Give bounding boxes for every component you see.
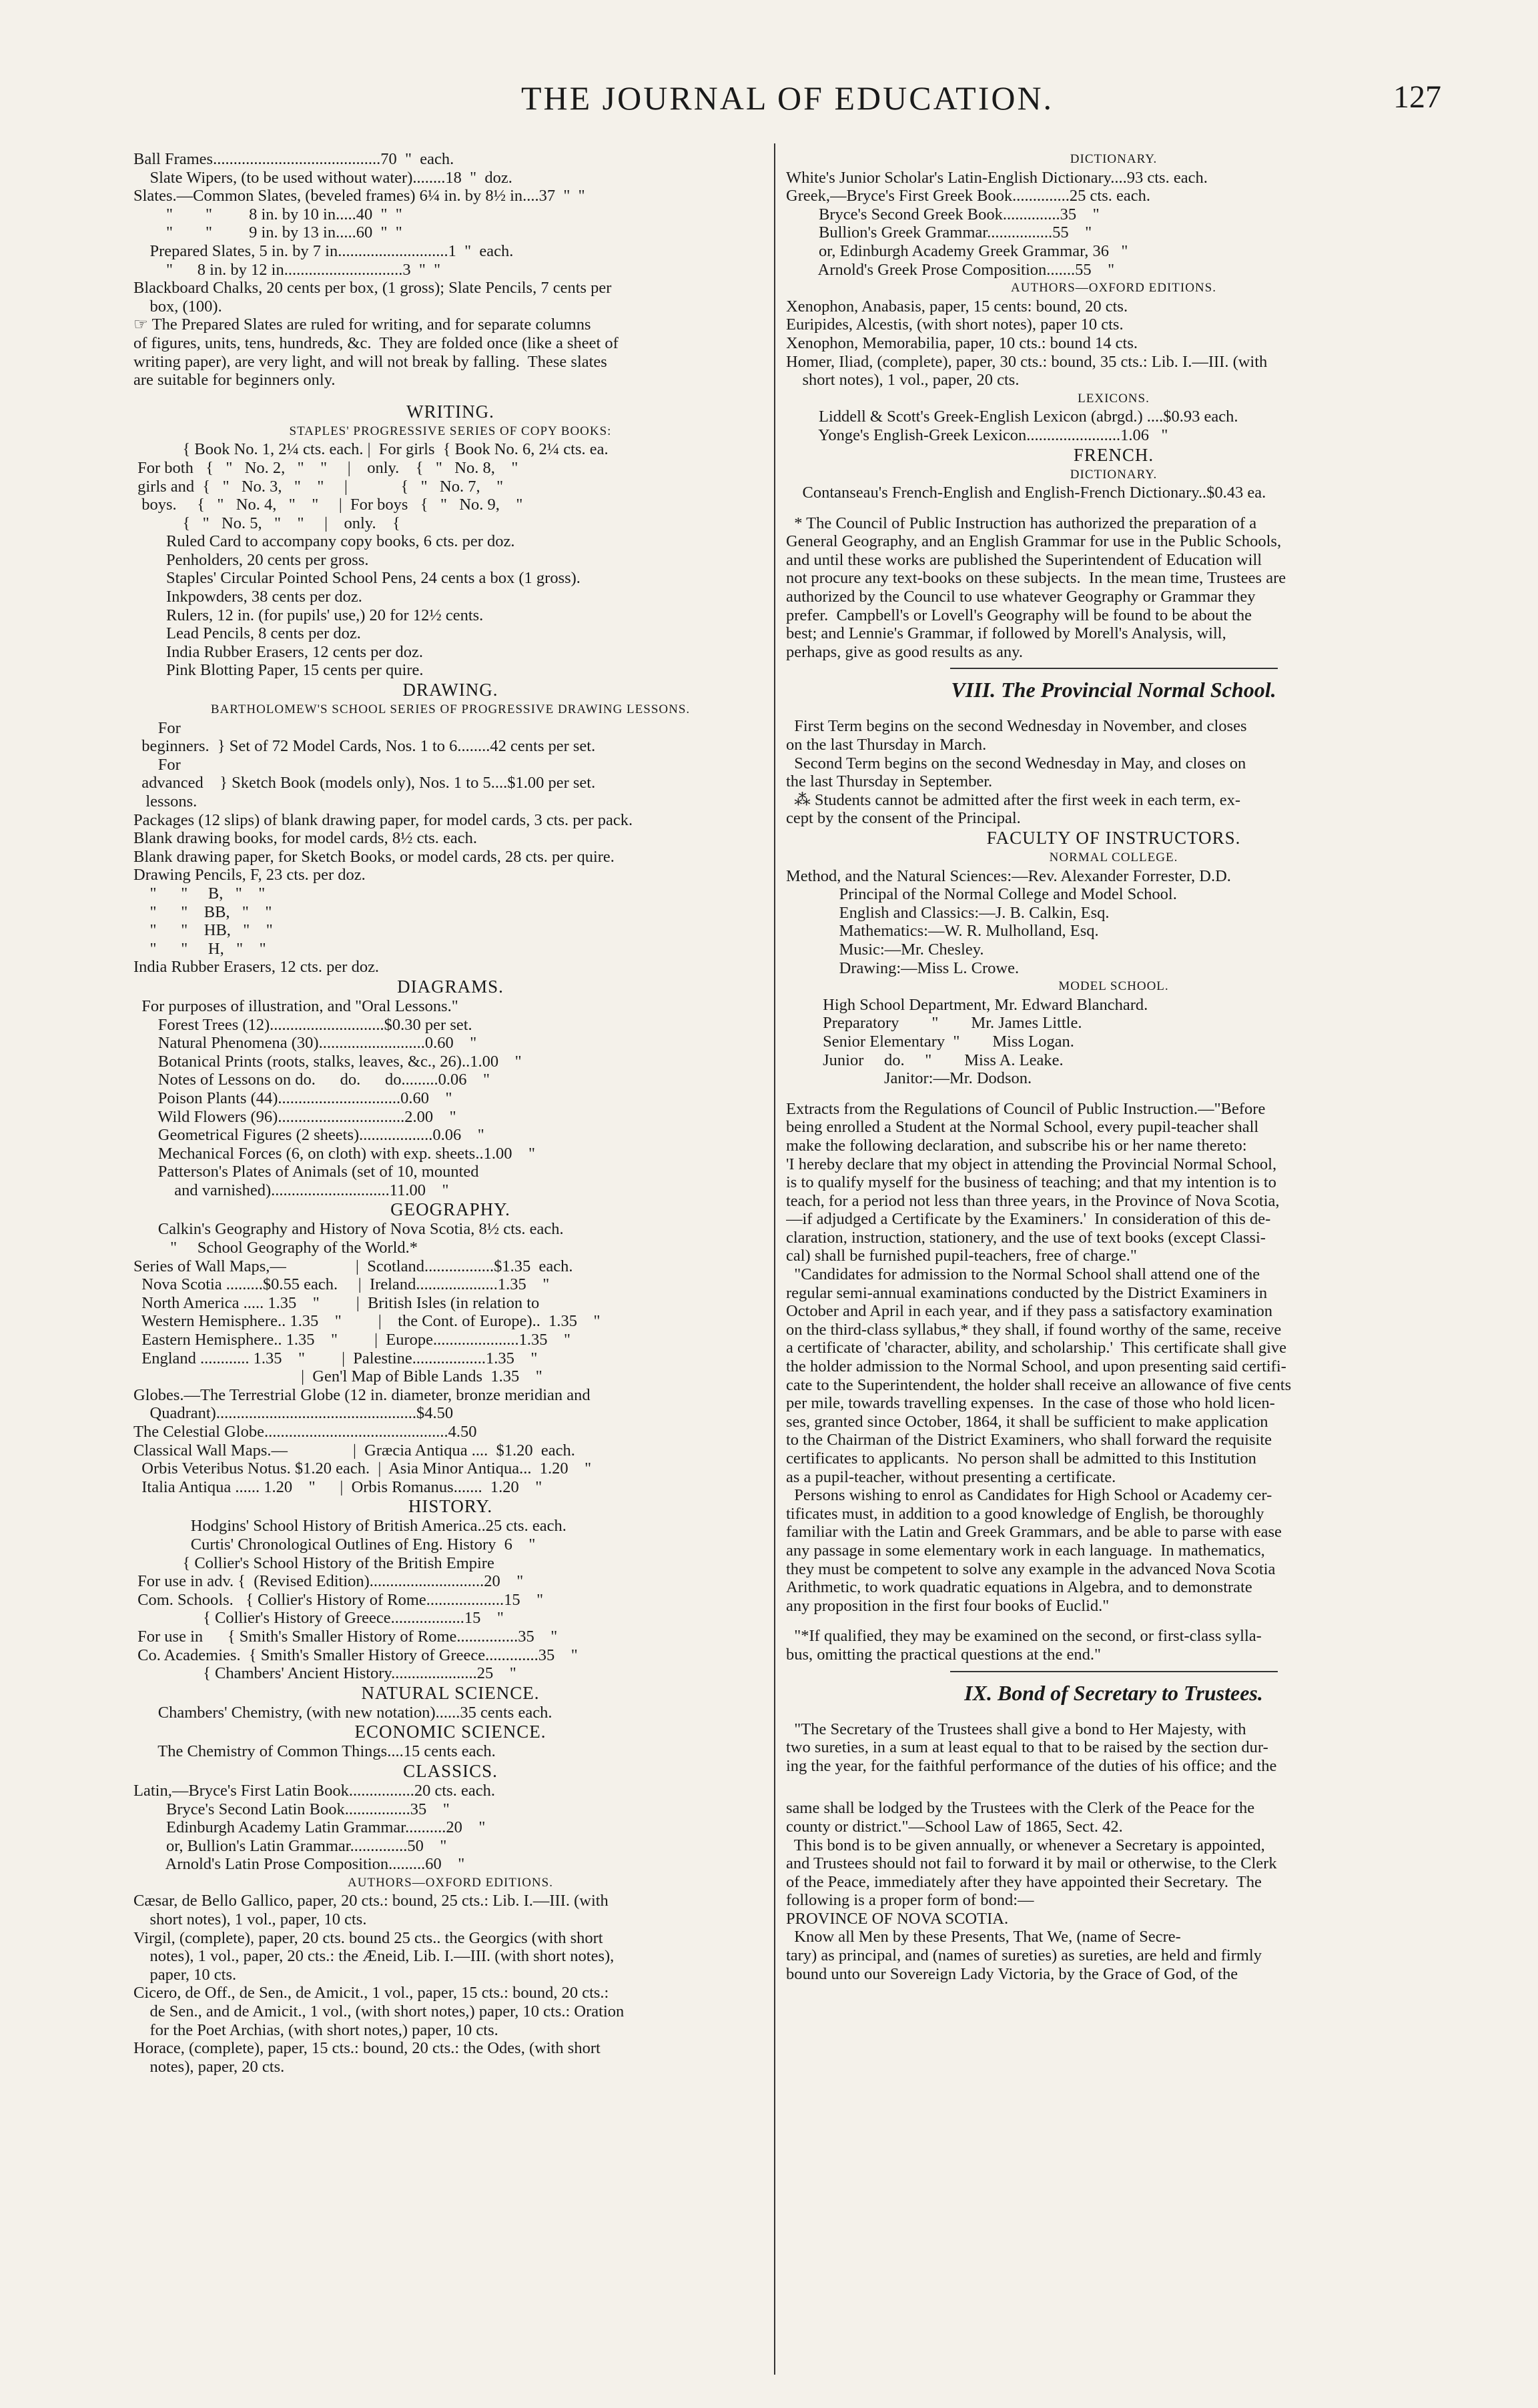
text-line: Cæsar, de Bello Gallico, paper, 20 cts.: bound, 25 cts.: Lib. I.—III. (with [133,1892,609,1910]
text-line: England ............ 1.35 " | Palestine..................1.35 " [133,1349,538,1367]
subsection-heading: DICTIONARY. [1070,152,1158,166]
subsection-heading: MODEL SCHOOL. [1058,979,1169,994]
text-line: short notes), 1 vol., paper, 20 cts. [786,371,1020,390]
text-line: For use in adv. { (Revised Edition)............................20 " [133,1572,524,1591]
text-line: notes), 1 vol., paper, 20 cts.: the Æneid, Lib. I.—III. (with short notes), [133,1947,615,1966]
text-line: North America ..... 1.35 " | British Isles (in relation to [133,1293,540,1312]
text-line: the holder admission to the Normal School, and upon presenting said certifi- [786,1357,1286,1376]
text-line: lessons. [133,792,198,810]
text-line: "Candidates for admission to the Normal School shall attend one of the [786,1265,1260,1284]
text-line: authorized by the Council to use whatever Geography or Grammar they [786,588,1256,606]
text-line: India Rubber Erasers, 12 cts. per doz. [133,958,380,977]
text-line: Bullion's Greek Grammar................55 " [786,223,1092,242]
text-line: Slate Wipers, (to be used without water)........18 " doz. [133,168,512,187]
text-line: PROVINCE OF NOVA SCOTIA. [786,1909,1009,1928]
text-line: Penholders, 20 cents per gross. [133,550,369,569]
text-line: For purposes of illustration, and "Oral Lessons." [133,997,458,1015]
section-heading: DRAWING. [402,680,498,700]
text-line: Wild Flowers (96)...............................2.00 " [133,1107,456,1126]
text-line: Blackboard Chalks, 20 cents per box, (1 gross); Slate Pencils, 7 cents per [133,279,612,297]
text-line: Mathematics:—W. R. Mulholland, Esq. [786,922,1099,941]
text-line: Series of Wall Maps,— | Scotland.................$1.35 each. [133,1257,573,1275]
text-line: Euripides, Alcestis, (with short notes), paper 10 cts. [786,316,1124,334]
text-line: Pink Blotting Paper, 15 cents per quire. [133,661,424,680]
text-line: The Celestial Globe.............................................4.50 [133,1423,477,1441]
spacer [786,502,1441,514]
chapter-heading: VIII. The Provincial Normal School. [951,678,1276,702]
text-line: tificates must, in addition to a good knowledge of English, be thoroughly [786,1504,1264,1523]
text-line: " " H, " " [133,939,266,958]
text-line: following is a proper form of bond:— [786,1891,1034,1910]
section-heading: DIAGRAMS. [397,976,504,997]
text-line: Inkpowders, 38 cents per doz. [133,588,362,606]
text-line: Globes.—The Terrestrial Globe (12 in. diameter, bronze meridian and [133,1385,591,1404]
text-line: Cicero, de Off., de Sen., de Amicit., 1 vol., paper, 15 cts.: bound, 20 cts.: [133,1984,609,2002]
subsection-heading: DICTIONARY. [1070,467,1158,482]
subsection-heading: AUTHORS—OXFORD EDITIONS. [348,1875,553,1890]
text-line: as a pupil-teacher, without presenting a certificate. [786,1467,1116,1486]
text-line: Chambers' Chemistry, (with new notation)......35 cents each. [133,1703,552,1722]
text-line: Principal of the Normal College and Model School. [786,885,1177,904]
text-line: tary) as principal, and (names of sureties) as sureties, are held and firmly [786,1946,1262,1965]
section-rule [786,1664,1441,1678]
text-line: 'I hereby declare that my object in attending the Provincial Normal School, [786,1155,1277,1173]
text-line: Hodgins' School History of British America..25 cts. each. [133,1517,566,1536]
text-line: | Gen'l Map of Bible Lands 1.35 " [133,1367,542,1386]
text-line: any passage in some elementary work in each language. In mathematics, [786,1541,1265,1560]
journal-title: THE JOURNAL OF EDUCATION. [520,79,1054,117]
text-line: prefer. Campbell's or Lovell's Geography will be found to be about the [786,606,1252,624]
text-line: claration, instruction, stationery, and the use of text books (except Classi- [786,1228,1266,1247]
text-line: Blank drawing books, for model cards, 8½ cts. each. [133,829,478,848]
text-line: " " HB, " " [133,921,273,940]
text-line: Lead Pencils, 8 cents per doz. [133,624,361,643]
text-line: perhaps, give as good results as any. [786,642,1023,661]
spacer [786,1708,1441,1720]
text-line: Rulers, 12 in. (for pupils' use,) 20 for 12½ cents. [133,606,484,624]
text-line: Nova Scotia .........$0.55 each. | Ireland....................1.35 " [133,1275,550,1294]
text-line: Calkin's Geography and History of Nova Scotia, 8½ cts. each. [133,1220,564,1239]
text-line: on the third-class syllabus,* they shall, if found worthy of the same, receive [786,1320,1282,1339]
text-line: Junior do. " Miss A. Leake. [786,1051,1064,1069]
text-line: Botanical Prints (roots, stalks, leaves, &c., 26)..1.00 " [133,1052,522,1071]
text-line: writing paper), are very light, and will not break by falling. These slates [133,352,607,371]
text-line: being enrolled a Student at the Normal School, every pupil-teacher shall [786,1118,1259,1137]
text-line: { Chambers' Ancient History.....................25 " [133,1664,516,1683]
section-heading: HISTORY. [408,1496,493,1517]
text-line: Persons wishing to enrol as Candidates for High School or Academy cer- [786,1486,1272,1505]
text-line: or, Edinburgh Academy Greek Grammar, 36 " [786,241,1128,260]
text-line: Western Hemisphere.. 1.35 " | the Cont. of Europe).. 1.35 " [133,1312,601,1331]
text-line: Extracts from the Regulations of Council of Public Instruction.—"Before [786,1099,1266,1118]
text-line: Italia Antiqua ...... 1.20 " | Orbis Romanus....... 1.20 " [133,1477,542,1496]
text-line: Staples' Circular Pointed School Pens, 24 cents a box (1 gross). [133,569,581,588]
text-line: For [133,755,181,774]
text-line: of the Peace, immediately after they have appointed their Secretary. The [786,1872,1262,1891]
section-heading: ECONOMIC SCIENCE. [354,1722,546,1742]
text-line: on the last Thursday in March. [786,736,987,754]
text-line: Bryce's Second Latin Book................35 " [133,1800,450,1818]
text-line: Janitor:—Mr. Dodson. [786,1069,1032,1088]
text-line: The Chemistry of Common Things....15 cents each. [133,1742,496,1761]
section-heading: CLASSICS. [403,1760,498,1781]
text-line: Yonge's English-Greek Lexicon.......................1.06 " [786,426,1168,444]
text-line: Greek,—Bryce's First Greek Book..............25 cts. each. [786,187,1151,205]
text-line: " 8 in. by 12 in.............................3 " " [133,260,441,279]
text-line: Natural Phenomena (30)..........................0.60 " [133,1034,477,1053]
text-line: Homer, Iliad, (complete), paper, 30 cts.: bound, 35 cts.: Lib. I.—III. (with [786,352,1268,371]
text-line: short notes), 1 vol., paper, 10 cts. [133,1910,367,1929]
text-line: beginners. } Set of 72 Model Cards, Nos. 1 to 6........42 cents per set. [133,737,596,756]
text-line: ⁂ Students cannot be admitted after the first week in each term, ex- [786,790,1240,809]
text-line: ing the year, for the faithful performance of the duties of his office; and the [786,1756,1277,1775]
text-line: For use in { Smith's Smaller History of Rome...............35 " [133,1627,558,1646]
text-line: ses, granted since October, 1864, it shall be sufficient to make application [786,1412,1268,1431]
section-heading: NATURAL SCIENCE. [361,1682,540,1703]
text-line: advanced } Sketch Book (models only), Nos. 1 to 5....$1.00 per set. [133,774,596,792]
text-line: is to qualify myself for the business of teaching; and that my intention is to [786,1173,1276,1192]
text-line: best; and Lennie's Grammar, if followed by Morell's Analysis, will, [786,624,1226,643]
text-line: Orbis Veteribus Notus. $1.20 each. | Asia Minor Antiqua... 1.20 " [133,1459,592,1478]
subsection-heading: AUTHORS—OXFORD EDITIONS. [1011,281,1216,295]
text-line: any proposition in the first four books of Euclid." [786,1596,1110,1615]
text-line: " " BB, " " [133,902,272,921]
spacer [786,705,1441,717]
text-line: ☞ The Prepared Slates are ruled for writing, and for separate columns [133,316,591,334]
text-line: High School Department, Mr. Edward Blanchard. [786,995,1148,1014]
text-line: Com. Schools. { Collier's History of Rome...................15 " [133,1590,544,1609]
text-line: teach, for a period not less than three years, in the Province of Nova Scotia, [786,1191,1280,1210]
text-line: English and Classics:—J. B. Calkin, Esq. [786,903,1110,922]
column-divider [774,143,775,2375]
spacer [133,390,767,402]
text-line: " " 9 in. by 13 in.....60 " " [133,223,402,242]
text-line: familiar with the Latin and Greek Grammars, and be able to parse with ease [786,1523,1282,1542]
text-line: Patterson's Plates of Animals (set of 10, mounted [133,1163,479,1181]
section-rule [786,661,1441,674]
text-line: Contanseau's French-English and English-French Dictionary..$0.43 ea. [786,484,1266,502]
text-line: certificates to applicants. No person shall be admitted to this Institution [786,1449,1256,1467]
text-line: Prepared Slates, 5 in. by 7 in...........................1 " each. [133,241,514,260]
text-line: Arnold's Latin Prose Composition.........60 " [133,1855,465,1874]
text-line: are suitable for beginners only. [133,371,336,390]
text-line: Liddell & Scott's Greek-English Lexicon (abrgd.) ....$0.93 each. [786,408,1238,426]
text-line: cate to the Superintendent, the holder shall receive an allowance of five cents [786,1375,1292,1394]
text-line: { Collier's School History of the British Empire [133,1554,494,1572]
text-line: bus, omitting the practical questions at the end." [786,1645,1101,1664]
text-line: For both { " No. 2, " " | only. { " No. 8, " [133,458,518,477]
text-line: box, (100). [133,297,222,316]
text-line: a certificate of 'character, ability, and scholarship.' This certificate shall give [786,1339,1287,1357]
text-line: Xenophon, Anabasis, paper, 15 cents: bound, 20 cts. [786,297,1128,316]
text-line: paper, 10 cts. [133,1965,237,1984]
right-column [786,150,1441,1983]
text-line: Poison Plants (44)..............................0.60 " [133,1089,452,1107]
left-column [133,150,767,2076]
section-heading: GEOGRAPHY. [390,1199,510,1220]
text-line: First Term begins on the second Wednesday in November, and closes [786,717,1247,736]
spacer [786,1787,1441,1799]
text-line: Geometrical Figures (2 sheets)..................0.06 " [133,1126,484,1145]
text-line: Drawing Pencils, F, 23 cts. per doz. [133,866,366,884]
text-line: White's Junior Scholar's Latin-English Dictionary....93 cts. each. [786,168,1208,187]
text-line: Second Term begins on the second Wednesday in May, and closes on [786,754,1246,772]
text-line: For [133,718,181,737]
text-line: Classical Wall Maps.— | Græcia Antiqua .... $1.20 each. [133,1441,575,1459]
section-heading: FACULTY OF INSTRUCTORS. [986,828,1241,848]
text-line: not procure any text-books on these subjects. In the mean time, Trustees are [786,569,1286,588]
text-line: two sureties, in a sum at least equal to that to be raised by the section dur- [786,1738,1268,1757]
text-line: { Collier's History of Greece..................15 " [133,1609,504,1628]
text-line: "The Secretary of the Trustees shall give a bond to Her Majesty, with [786,1720,1246,1738]
text-line: cept by the consent of the Principal. [786,809,1021,828]
text-line: " School Geography of the World.* [133,1239,418,1257]
section-heading: FRENCH. [1073,444,1154,465]
text-line: Preparatory " Mr. James Little. [786,1014,1082,1033]
text-line: of figures, units, tens, hundreds, &c. They are folded once (like a sheet of [133,334,619,352]
text-line: Ball Frames.........................................70 " each. [133,150,454,168]
text-line: de Sen., and de Amicit., 1 vol., (with short notes,) paper, 10 cts.: Oration [133,2002,625,2021]
text-line: notes), paper, 20 cts. [133,2057,285,2076]
text-line: Xenophon, Memorabilia, paper, 10 cts.: bound 14 cts. [786,334,1138,352]
text-line: and until these works are published the Superintendent of Education will [786,550,1262,569]
text-line: Know all Men by these Presents, That We, (name of Secre- [786,1928,1181,1946]
text-line: same shall be lodged by the Trustees with the Clerk of the Peace for the [786,1799,1255,1818]
text-line: Curtis' Chronological Outlines of Eng. History 6 " [133,1535,536,1554]
text-line: and varnished).............................11.00 " [133,1181,449,1199]
text-line: October and April in each year, and if they pass a satisfactory examination [786,1302,1272,1321]
text-line: regular semi-annual examinations conducted by the District Examiners in [786,1283,1268,1302]
text-line: Edinburgh Academy Latin Grammar..........20 " [133,1818,486,1837]
text-line: Music:—Mr. Chesley. [786,940,984,959]
text-line: make the following declaration, and subscribe his or her name thereto: [786,1136,1247,1155]
text-line: Mechanical Forces (6, on cloth) with exp. sheets..1.00 " [133,1144,535,1163]
chapter-heading: IX. Bond of Secretary to Trustees. [964,1680,1263,1705]
text-line: Co. Academies. { Smith's Smaller History of Greece.............35 " [133,1646,578,1664]
text-line: " " B, " " [133,884,266,902]
text-line: county or district."—School Law of 1865, Sect. 42. [786,1817,1123,1836]
text-line: India Rubber Erasers, 12 cents per doz. [133,642,424,661]
text-line: Blank drawing paper, for Sketch Books, or model cards, 28 cts. per quire. [133,847,615,866]
text-line: the last Thursday in September. [786,772,993,791]
text-line: This bond is to be given annually, or whenever a Secretary is appointed, [786,1836,1265,1854]
spacer [786,1775,1441,1787]
text-line: Virgil, (complete), paper, 20 cts. bound 25 cts.. the Georgics (with short [133,1928,603,1947]
text-line: Quadrant).................................................$4.50 [133,1404,454,1423]
text-line: for the Poet Archias, (with short notes,) paper, 10 cts. [133,2020,498,2039]
text-line: Horace, (complete), paper, 15 cts.: bound, 20 cts.: the Odes, (with short [133,2039,601,2058]
text-line: Slates.—Common Slates, (beveled frames) 6¼ in. by 8½ in....37 " " [133,187,585,205]
spacer [786,1615,1441,1627]
text-line: General Geography, and an English Grammar for use in the Public Schools, [786,532,1282,551]
page-header [133,79,1441,139]
text-line: and Trustees should not fail to forward it by mail or otherwise, to the Clerk [786,1854,1277,1873]
section-heading: WRITING. [406,401,494,422]
text-line: * The Council of Public Instruction has authorized the preparation of a [786,514,1257,532]
text-line: "*If qualified, they may be examined on the second, or first-class sylla- [786,1627,1262,1646]
subsection-heading: BARTHOLOMEW'S SCHOOL SERIES OF PROGRESSIVE DRAWING LESSONS. [210,702,691,717]
text-line: Ruled Card to accompany copy books, 6 cts. per doz. [133,532,515,551]
text-line: Latin,—Bryce's First Latin Book................20 cts. each. [133,1781,495,1800]
text-line: { " No. 5, " " | only. { [133,514,400,532]
text-line: Bryce's Second Greek Book..............35 " [786,205,1100,223]
text-line: Method, and the Natural Sciences:—Rev. Alexander Forrester, D.D. [786,866,1231,885]
text-line: Senior Elementary " Miss Logan. [786,1032,1074,1051]
page-number: 127 [1393,79,1441,115]
text-line: —if adjudged a Certificate by the Examiners.' In consideration of this de- [786,1210,1271,1229]
text-line: " " 8 in. by 10 in.....40 " " [133,205,402,223]
text-line: Eastern Hemisphere.. 1.35 " | Europe.....................1.35 " [133,1331,570,1349]
text-line: to the Chairman of the District Examiners, who shall forward the requisite [786,1431,1272,1449]
text-line: girls and { " No. 3, " " | { " No. 7, " [133,477,504,496]
text-line: per mile, towards travelling expenses. In the case of those who hold licen- [786,1394,1275,1413]
text-line: Notes of Lessons on do. do. do.........0.06 " [133,1071,490,1089]
text-line: Packages (12 slips) of blank drawing paper, for model cards, 3 cts. per pack. [133,810,633,829]
text-line: bound unto our Sovereign Lady Victoria, by the Grace of God, of the [786,1964,1238,1983]
subsection-heading: STAPLES' PROGRESSIVE SERIES OF COPY BOOKS: [289,424,612,438]
subsection-heading: NORMAL COLLEGE. [1049,850,1178,864]
subsection-heading: LEXICONS. [1078,391,1150,406]
text-line: they must be competent to solve any example in the advanced Nova Scotia [786,1560,1276,1578]
text-line: cal) shall be furnished pupil-teachers, free of charge." [786,1247,1137,1265]
text-line: Arnold's Greek Prose Composition.......55 " [786,260,1115,279]
text-line: { Book No. 1, 2¼ cts. each. | For girls { Book No. 6, 2¼ cts. ea. [133,440,609,459]
text-line: Arithmetic, to work quadratic equations in Algebra, and to demonstrate [786,1578,1252,1597]
text-line: or, Bullion's Latin Grammar..............50 " [133,1836,447,1855]
spacer [786,1088,1441,1100]
text-line: Drawing:—Miss L. Crowe. [786,959,1020,977]
text-line: boys. { " No. 4, " " | For boys { " No. 9, " [133,496,523,514]
text-line: Forest Trees (12)............................$0.30 per set. [133,1015,472,1034]
